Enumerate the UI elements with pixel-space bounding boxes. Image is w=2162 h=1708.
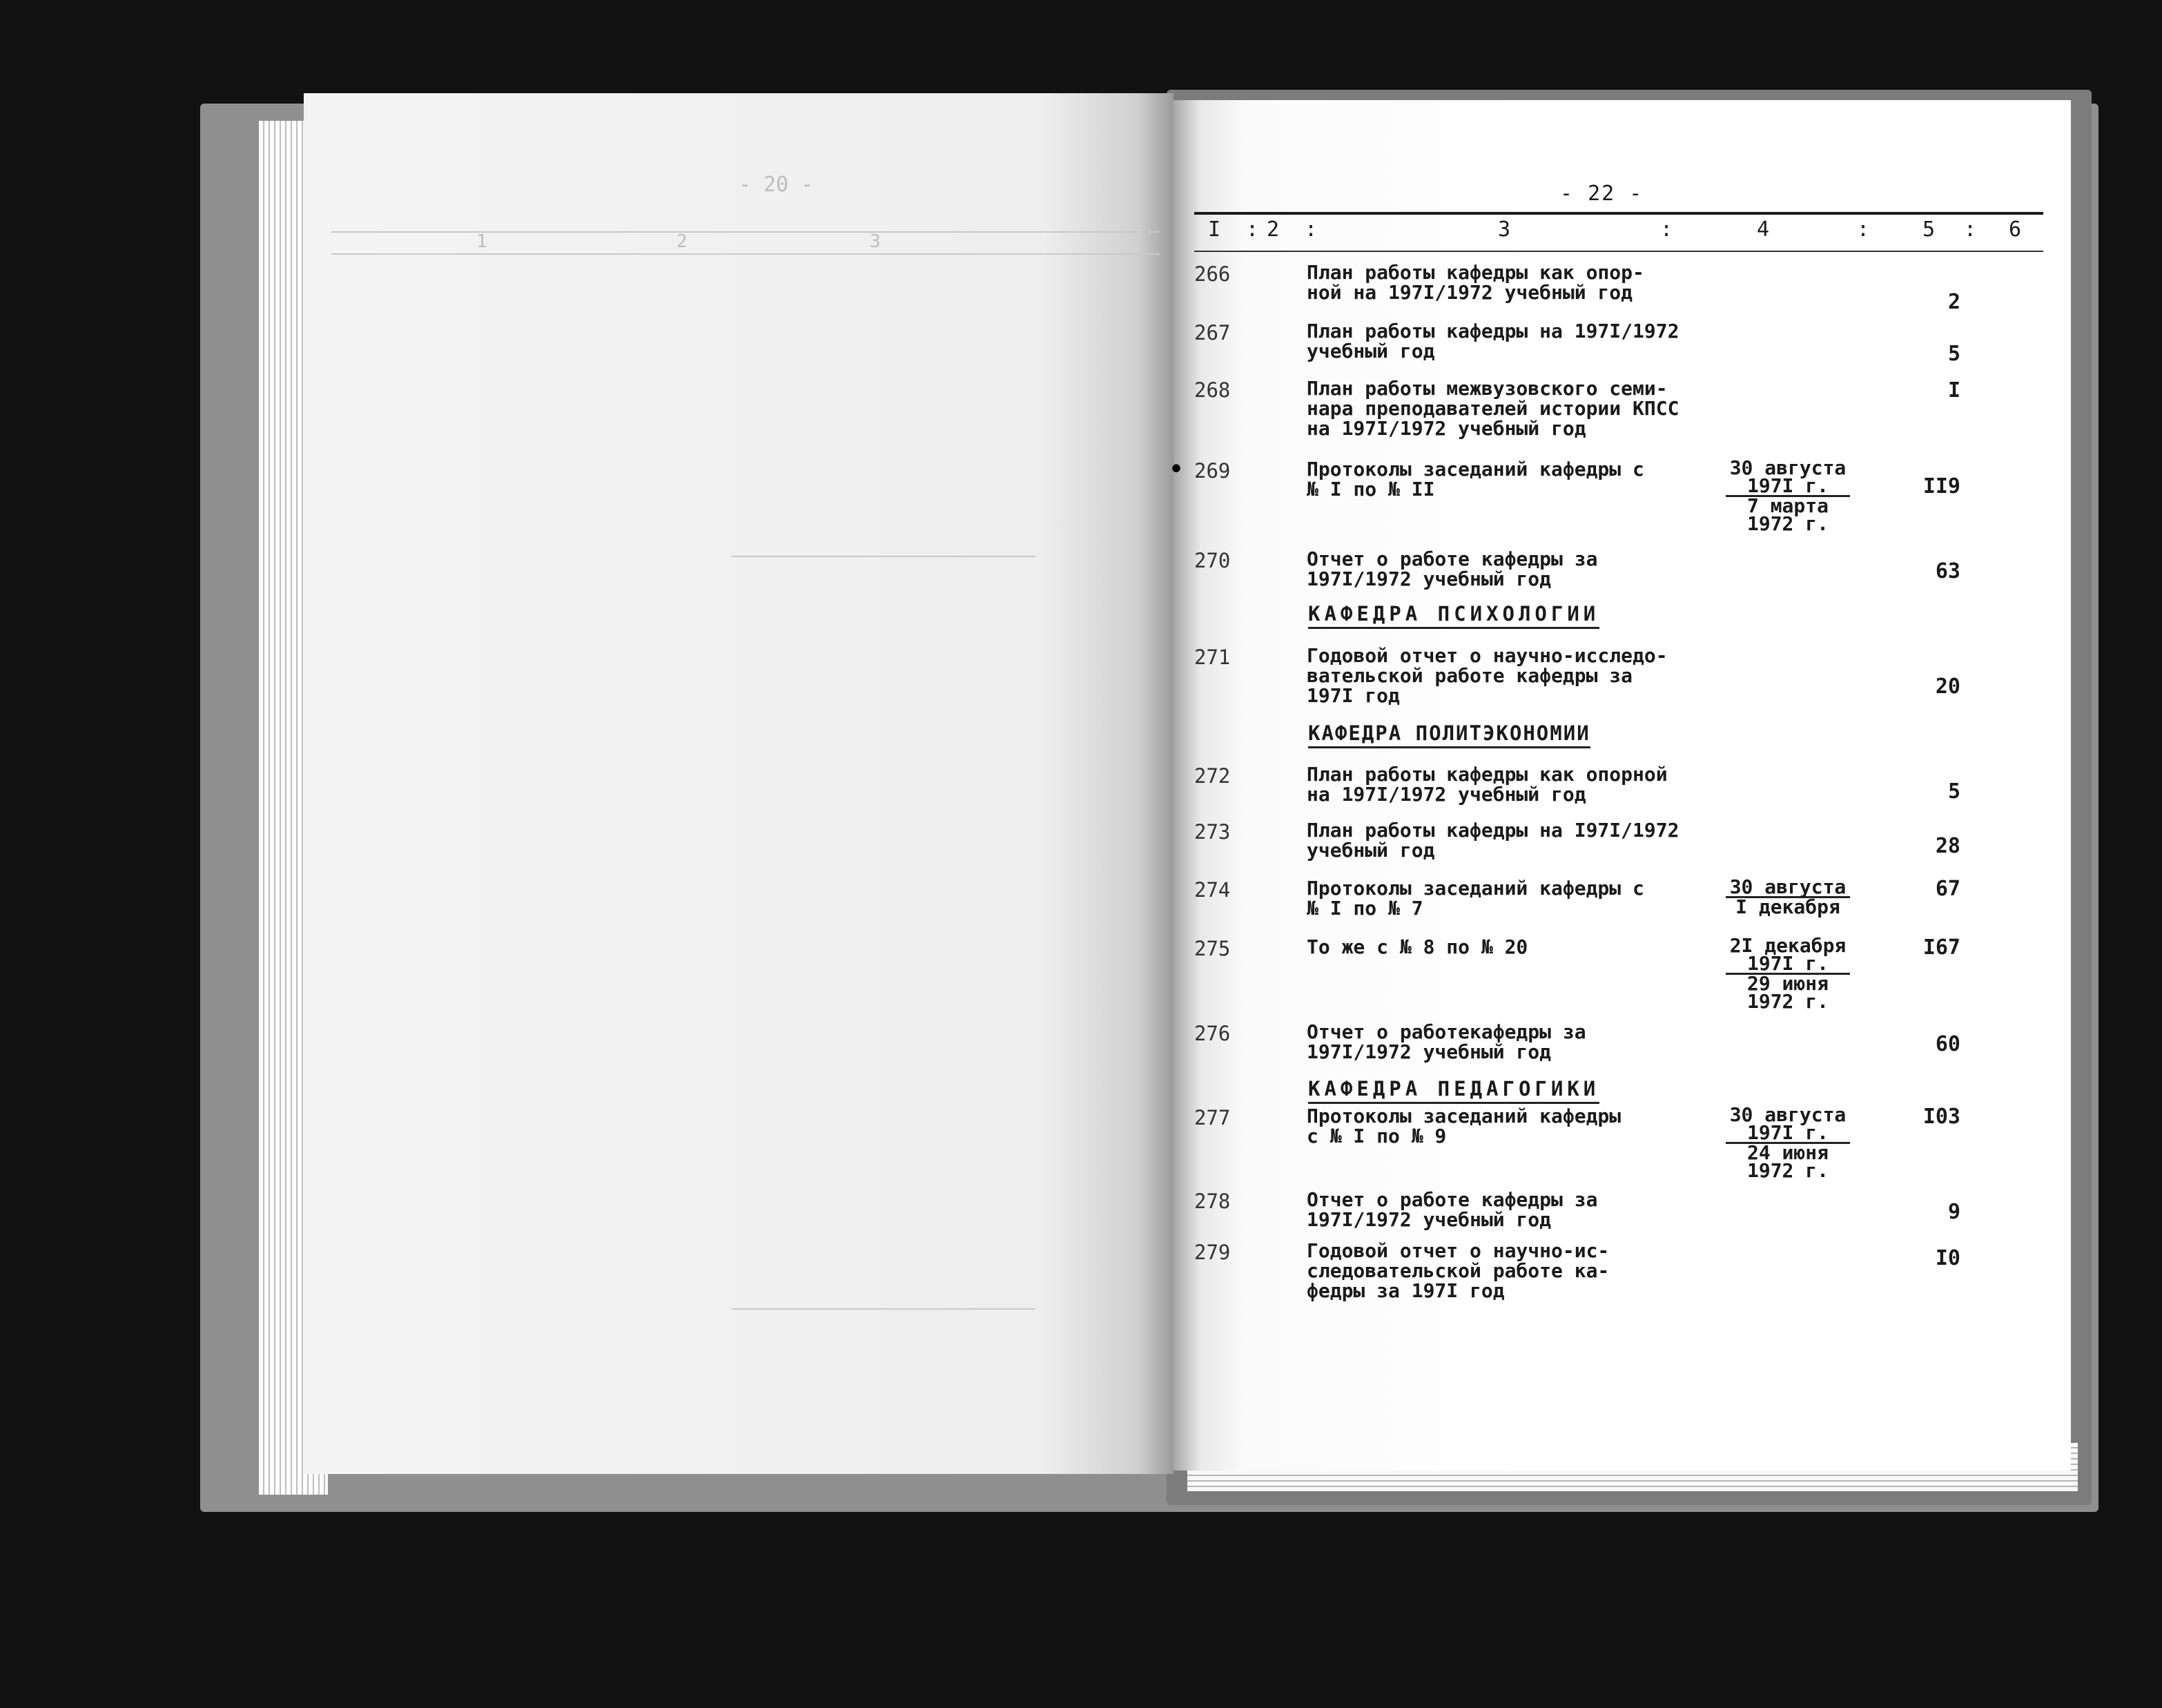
row-title-line: План работы межвузовского семи- [1307,377,1668,400]
header-col-5: 5 [1922,217,1936,242]
row-sheets: 9 [1947,1200,1960,1224]
row-title-line: следовательской работе ка- [1307,1259,1610,1282]
header-col-4: 4 [1757,217,1770,242]
row-sheets: 2 [1947,290,1960,314]
row-title [1307,1190,1721,1230]
left-ghost-underline-2 [732,1308,1035,1310]
row-title [1307,459,1721,499]
row-title-line: Годовой отчет о научно-исследо- [1307,644,1668,667]
row-number: 271 [1194,646,1231,669]
row-sheets: 60 [1935,1032,1960,1056]
row-title-line: № I по № II [1307,478,1435,501]
header-sep: : [1660,217,1673,242]
row-title-line: вательской работе кафедры за [1307,664,1633,687]
left-page [304,93,1173,1474]
left-header-rule-2 [331,253,1160,255]
date-line: 197I г. [1726,477,1850,497]
date-line: 1972 г. [1746,990,1829,1013]
row-title-line: на 197I/1972 учебный год [1307,783,1586,806]
row-number: 273 [1194,820,1231,844]
row-sheets: 5 [1947,342,1960,366]
row-number: 270 [1194,549,1231,572]
row-title-line: учебный год [1307,839,1435,862]
row-title-line: 197I/1972 учебный год [1307,1040,1552,1063]
date-line: I декабря [1735,895,1840,918]
row-title-line: Протоколы заседаний кафедры с [1307,877,1644,900]
row-title-line: План работы кафедры как опорной [1307,763,1668,786]
date-line: 30 августа [1729,456,1847,479]
row-title-line: нара преподавателей истории КПСС [1307,397,1679,420]
row-title [1307,937,1721,957]
date-line: 1972 г. [1746,512,1829,535]
header-top-rule [1194,212,2043,215]
row-number: 277 [1194,1106,1231,1129]
row-title-line: Протоколы заседаний кафедры [1307,1105,1622,1127]
row-number: 267 [1194,321,1231,344]
row-title-line: Отчет о работе кафедры за [1307,1188,1598,1211]
row-title [1307,321,1721,361]
header-col-2: 2 [1267,217,1280,242]
row-title-line: Отчет о работекафедры за [1307,1020,1586,1043]
row-title [1307,646,1721,706]
header-col-1: I [1208,217,1221,242]
row-sheets: 28 [1935,834,1960,858]
header-sep: : [1857,217,1870,242]
row-number: 275 [1194,937,1231,960]
date-line: 197I г. [1726,1124,1850,1144]
row-number: 274 [1194,878,1231,902]
left-header-col-3: 3 [870,231,881,252]
row-title [1307,549,1721,589]
section-heading-pedagogy: КАФЕДРА ПЕДАГОГИКИ [1308,1077,1599,1104]
row-number: 278 [1194,1190,1231,1213]
row-number: 279 [1194,1241,1231,1264]
date-line: 7 марта [1746,494,1829,517]
header-sep: : [1305,217,1318,242]
left-ghost-underline [732,556,1035,557]
row-sheets: 67 [1935,877,1960,901]
row-title [1307,262,1721,302]
row-title-line: План работы кафедры на I97I/1972 [1307,819,1679,842]
row-sheets: I03 [1922,1105,1960,1129]
row-title-line: ной на 197I/1972 учебный год [1307,281,1633,304]
left-header-col-2: 2 [676,231,688,252]
row-title-line: 197I год [1307,684,1400,707]
row-title-line: учебный год [1307,340,1435,362]
row-sheets: I67 [1922,935,1960,960]
header-col-3: 3 [1498,217,1511,242]
row-title-line: План работы кафедры как опор- [1307,261,1644,284]
row-number: 272 [1194,764,1231,788]
row-dates [1698,934,1878,1013]
left-page-number: - 20 - [739,173,814,197]
row-title-line: 197I/1972 учебный год [1307,1208,1552,1231]
date-line: 1972 г. [1746,1159,1829,1182]
row-title-line: План работы кафедры на 197I/1972 [1307,320,1679,342]
ink-dot: • [1168,454,1185,485]
row-title [1307,1106,1721,1146]
page-number: - 22 - [1560,182,1644,206]
header-bottom-rule [1194,251,2043,252]
right-page [1168,100,2071,1471]
row-number: 268 [1194,378,1231,402]
row-title-line: Протоколы заседаний кафедры с [1307,458,1644,481]
row-sheets: I0 [1935,1246,1960,1270]
row-title [1307,1241,1721,1301]
row-number: 269 [1194,459,1231,483]
date-line: 24 июня [1746,1141,1829,1164]
row-title-line: на 197I/1972 учебный год [1307,417,1586,440]
row-title-line: Отчет о работе кафедры за [1307,547,1598,570]
section-heading-psychology: КАФЕДРА ПСИХОЛОГИИ [1308,602,1599,629]
row-dates [1698,456,1878,535]
row-number: 276 [1194,1022,1231,1045]
left-header-col-1: 1 [476,231,487,252]
row-title [1307,820,1721,860]
left-header-rule [331,231,1160,233]
row-sheets: I [1947,378,1960,402]
row-sheets: 5 [1947,779,1960,804]
header-sep: : [1246,217,1259,242]
row-number: 266 [1194,262,1231,286]
row-title-line: № I по № 7 [1307,897,1423,920]
row-title-line: Годовой отчет о научно-ис- [1307,1239,1610,1262]
date-line: 30 августа [1726,878,1850,898]
date-line: 2I декабря [1729,934,1847,957]
date-line: 197I г. [1726,955,1850,975]
row-title [1307,378,1721,438]
row-dates [1698,875,1878,918]
header-col-6: 6 [2009,217,2022,242]
row-title [1307,1022,1721,1062]
row-title [1307,764,1721,804]
row-title [1307,878,1721,918]
row-sheets: 20 [1935,675,1960,699]
date-line: 30 августа [1729,1103,1847,1126]
row-title-line: федры за 197I год [1307,1279,1505,1302]
section-heading-politeconomy: КАФЕДРА ПОЛИТЭКОНОМИИ [1308,721,1590,748]
row-sheets: 63 [1935,559,1960,583]
row-sheets: II9 [1922,474,1960,498]
header-sep: : [1964,217,1977,242]
row-title-line: То же с № 8 по № 20 [1307,935,1528,958]
row-title-line: с № I по № 9 [1307,1125,1447,1147]
date-line: 29 июня [1746,972,1829,995]
row-dates [1698,1103,1878,1182]
row-title-line: 197I/1972 учебный год [1307,567,1552,590]
